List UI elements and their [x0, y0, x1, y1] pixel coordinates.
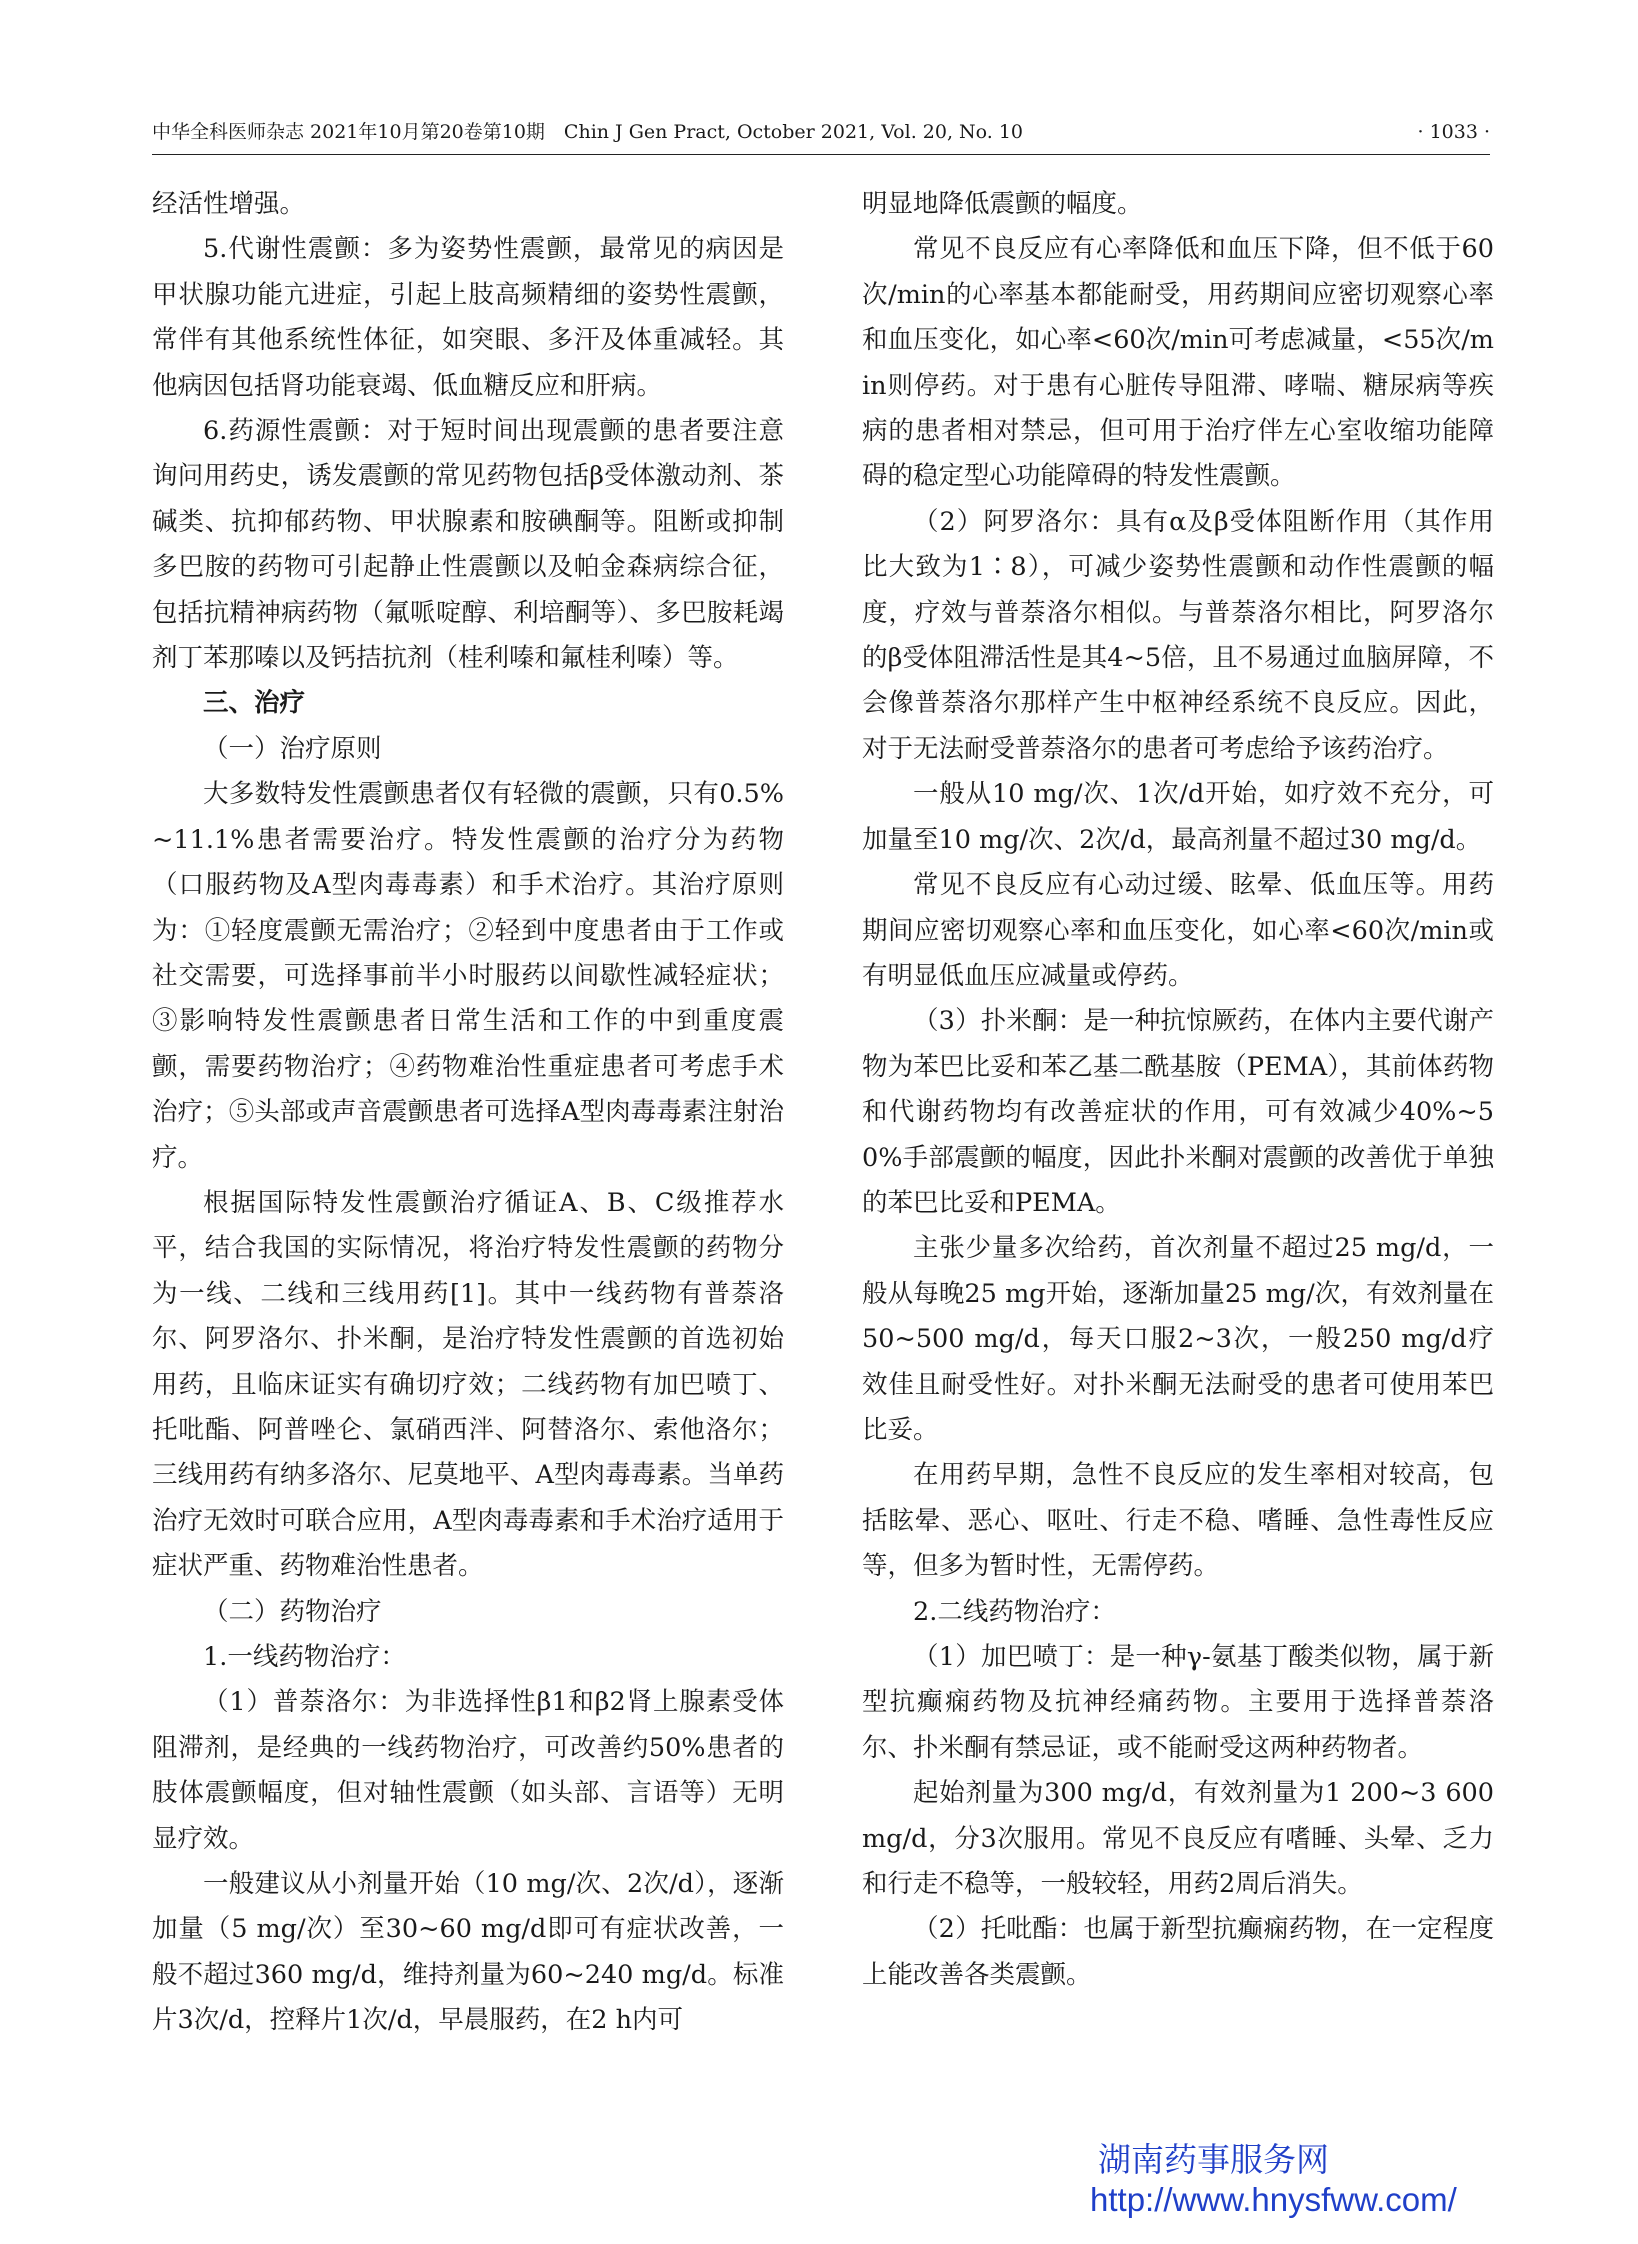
- paragraph: 5.代谢性震颤：多为姿势性震颤，最常见的病因是甲状腺功能亢进症，引起上肢高频精细的姿势性震颤，常伴有其他系统性体征，如突眼、多汗及体重减轻。其他病因包括肾功能衰竭、低血糖反应和肝病。: [152, 234, 784, 401]
- right-column: [862, 182, 1494, 1998]
- running-header: [152, 112, 1490, 152]
- paragraph: 经活性增强。: [152, 189, 306, 219]
- header-rule: [152, 154, 1490, 155]
- watermark: [1090, 2140, 1490, 2220]
- paragraph: （3）扑米酮：是一种抗惊厥药，在体内主要代谢产物为苯巴比妥和苯乙基二酰基胺（PEMA），其前体药物和代谢药物均有改善症状的作用，可有效减少40%~50%手部震颤的幅度，因此扑米酮对震颤的改善优于单独的苯巴比妥和PEMA。: [862, 1006, 1494, 1218]
- paragraph: 2.二线药物治疗：: [913, 1596, 1116, 1627]
- page-number: · 1033 ·: [1417, 121, 1490, 143]
- paragraph: 大多数特发性震颤患者仅有轻微的震颤，只有0.5%~11.1%患者需要治疗。特发性震颤的治疗分为药物（口服药物及A型肉毒毒素）和手术治疗。其治疗原则为：①轻度震颤无需治疗；②轻到中度患者由于工作或社交需要，可选择事前半小时服药以间歇性减轻症状；③影响特发性震颤患者日常生活和工作的中到重度震颤，需要药物治疗；④药物难治性重症患者可考虑手术治疗；⑤头部或声音震颤患者可选择A型肉毒毒素注射治疗。: [152, 779, 784, 1173]
- paragraph: 在用药早期，急性不良反应的发生率相对较高，包括眩晕、恶心、呕吐、行走不稳、嗜睡、急性毒性反应等，但多为暂时性，无需停药。: [862, 1460, 1494, 1582]
- paragraph: 一般从10 mg/次、1次/d开始，如疗效不充分，可加量至10 mg/次、2次/d，最高剂量不超过30 mg/d。: [862, 779, 1494, 855]
- paragraph: 常见不良反应有心动过缓、眩晕、低血压等。用药期间应密切观察心率和血压变化，如心率<60次/min或有明显低血压应减量或停药。: [862, 870, 1494, 991]
- paragraph: 1.一线药物治疗：: [203, 1642, 406, 1672]
- paragraph: （2）阿罗洛尔：具有α及β受体阻断作用（其作用比大致为1∶8），可减少姿势性震颤和动作性震颤的幅度，疗效与普萘洛尔相似。与普萘洛尔相比，阿罗洛尔的β受体阻滞活性是其4~5倍，且不易通过血脑屏障，不会像普萘洛尔那样产生中枢神经系统不良反应。因此，对于无法耐受普萘洛尔的患者可考虑给予该药治疗。: [862, 506, 1494, 764]
- paragraph: （1）普萘洛尔：为非选择性β1和β2肾上腺素受体阻滞剂，是经典的一线药物治疗，可改善约50%患者的肢体震颤幅度，但对轴性震颤（如头部、言语等）无明显疗效。: [152, 1687, 784, 1854]
- watermark-url[interactable]: http://www.hnysfww.com/: [1090, 2181, 1457, 2218]
- journal-citation: 中华全科医师杂志 2021年10月第20卷第10期 Chin J Gen Pract, October 2021, Vol. 20, No. 10: [152, 121, 1024, 143]
- paragraph: （2）托吡酯：也属于新型抗癫痫药物，在一定程度上能改善各类震颤。: [862, 1914, 1494, 1990]
- paragraph: （一）治疗原则: [203, 733, 382, 764]
- paragraph: 根据国际特发性震颤治疗循证A、B、C级推荐水平，结合我国的实际情况，将治疗特发性震颤的药物分为一线、二线和三线用药[1]。其中一线药物有普萘洛尔、阿罗洛尔、扑米酮，是治疗特发性震颤的首选初始用药，且临床证实有确切疗效；二线药物有加巴喷丁、托吡酯、阿普唑仑、氯硝西泮、阿替洛尔、索他洛尔；三线用药有纳多洛尔、尼莫地平、A型肉毒毒素。当单药治疗无效时可联合应用，A型肉毒毒素和手术治疗适用于症状严重、药物难治性患者。: [152, 1187, 784, 1582]
- paragraph: （二）药物治疗: [203, 1596, 382, 1627]
- section-heading: 三、治疗: [203, 688, 306, 719]
- paragraph: 一般建议从小剂量开始（10 mg/次、2次/d），逐渐加量（5 mg/次）至30~60 mg/d即可有症状改善，一般不超过360 mg/d，维持剂量为60~240 mg/d。标准片3次/d，控释片1次/d，早晨服药，在2 h内可: [152, 1869, 784, 2036]
- paragraph: 6.药源性震颤：对于短时间出现震颤的患者要注意询问用药史，诱发震颤的常见药物包括β受体激动剂、茶碱类、抗抑郁药物、甲状腺素和胺碘酮等。阻断或抑制多巴胺的药物可引起静止性震颤以及帕金森病综合征，包括抗精神病药物（氟哌啶醇、利培酮等）、多巴胺耗竭剂丁苯那嗪以及钙拮抗剂（桂利嗪和氟桂利嗪）等。: [152, 416, 784, 674]
- paragraph: 明显地降低震颤的幅度。: [862, 189, 1143, 219]
- left-column: [152, 182, 784, 2044]
- paragraph: 起始剂量为300 mg/d，有效剂量为1 200~3 600 mg/d，分3次服用。常见不良反应有嗜睡、头晕、乏力和行走不稳等，一般较轻，用药2周后消失。: [862, 1778, 1494, 1900]
- paragraph: 主张少量多次给药，首次剂量不超过25 mg/d，一般从每晚25 mg开始，逐渐加量25 mg/次，有效剂量在50~500 mg/d，每天口服2~3次，一般250 mg/d疗效佳且耐受性好。对扑米酮无法耐受的患者可使用苯巴比妥。: [862, 1233, 1494, 1445]
- paragraph: （1）加巴喷丁：是一种γ-氨基丁酸类似物，属于新型抗癫痫药物及抗神经痛药物。主要用于选择普萘洛尔、扑米酮有禁忌证，或不能耐受这两种药物者。: [862, 1642, 1494, 1763]
- paragraph: 常见不良反应有心率降低和血压下降，但不低于60次/min的心率基本都能耐受，用药期间应密切观察心率和血压变化，如心率<60次/min可考虑减量，<55次/min则停药。对于患有心脏传导阻滞、哮喘、糖尿病等疾病的患者相对禁忌，但可用于治疗伴左心室收缩功能障碍的稳定型心功能障碍的特发性震颤。: [862, 234, 1494, 492]
- watermark-name: 湖南药事服务网: [1098, 2141, 1329, 2178]
